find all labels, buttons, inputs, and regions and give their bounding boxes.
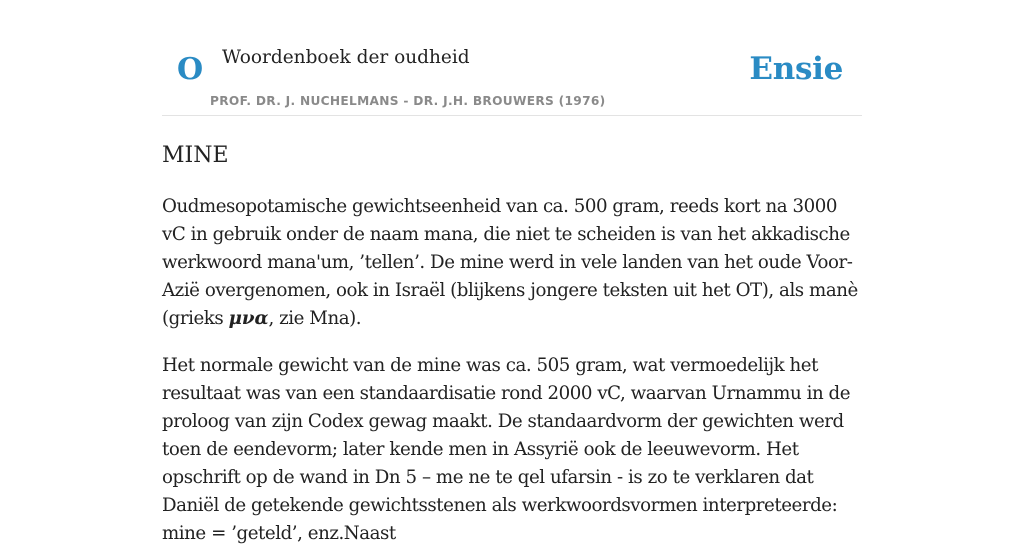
book-title[interactable]: Woordenboek der oudheid: [222, 47, 470, 68]
page-content: [162, 0, 862, 548]
book-letter-logo[interactable]: O: [177, 52, 204, 87]
paragraph-text: Het normale gewicht van de mine was ca. 505 gram, wat vermoedelijk het resultaat was van een standaardisatie rond 2000 vC, waarvan Urnammu in de proloog van zijn Codex gewag maakt. De standaardvorm der gewichten werd toen de eendevorm; later kende men in Assyrië ook de leeuwevorm. Het opschrift op de wand in Dn 5 – me ne te qel ufarsin - is zo te verklaren dat Daniël de getekende gewichtsstenen als werkwoordsvormen interpreteerde: mine = ’geteld’, enz.Naast: [162, 355, 851, 544]
entry-paragraph: [162, 193, 862, 333]
book-authors: PROF. DR. J. NUCHELMANS - DR. J.H. BROUWERS (1976): [210, 94, 606, 108]
ensie-logo-link[interactable]: Ensie: [749, 51, 843, 87]
entry-title: MINE: [162, 143, 229, 168]
paragraph-text: Oudmesopotamische gewichtseenheid van ca. 500 gram, reeds kort na 3000 vC in gebruik onder de naam mana, die niet te scheiden is van het akkadische werkwoord mana'um, ’tellen’. De mine werd in vele landen van het oude Voor-Azië overgenomen, ook in Israël (blijkens jongere teksten uit het OT), als manè (grieks: [162, 196, 858, 329]
site-header: [162, 0, 862, 116]
entry-paragraph: [162, 352, 862, 548]
greek-term: μνα: [228, 308, 269, 329]
paragraph-text: , zie Mna).: [268, 308, 362, 329]
